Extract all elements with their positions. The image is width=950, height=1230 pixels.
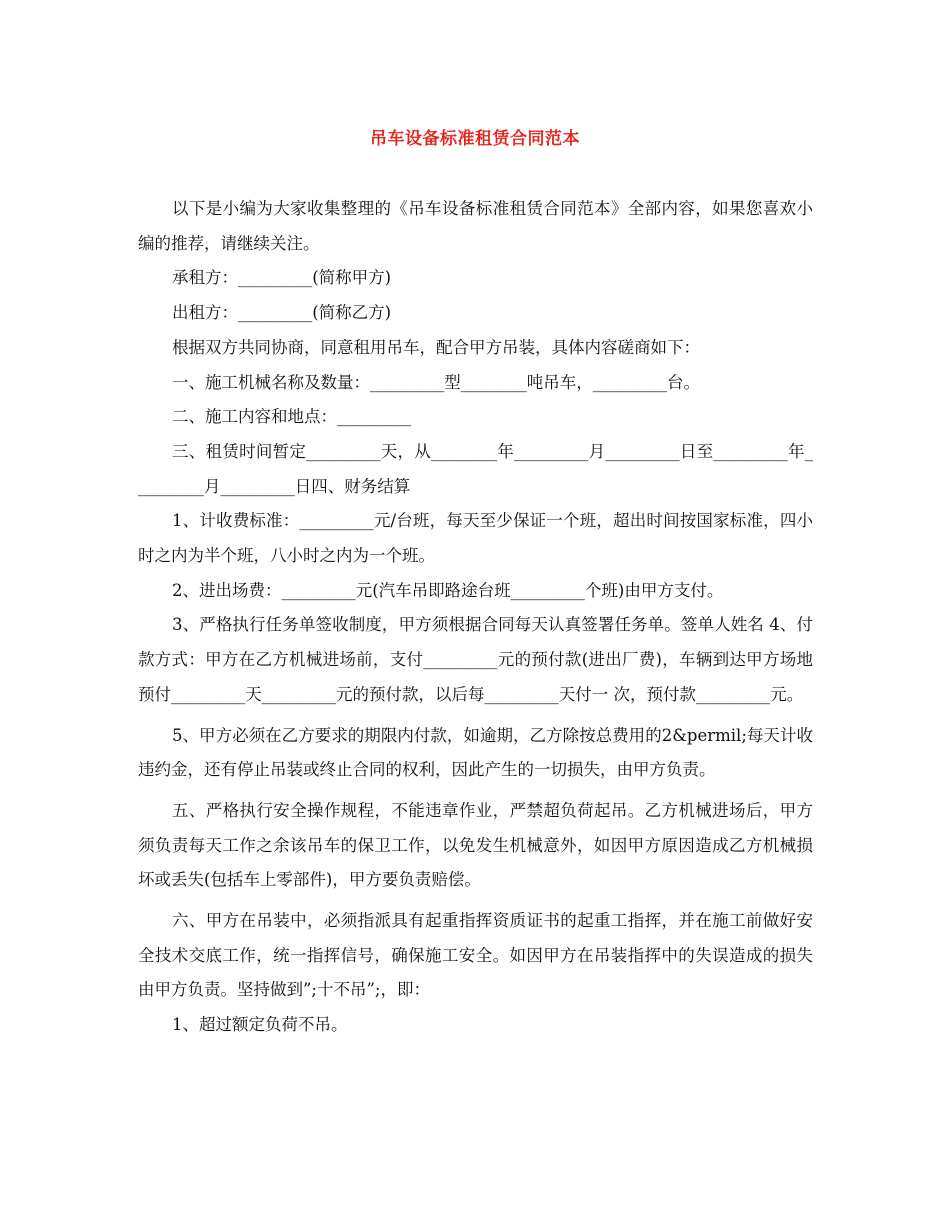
clause-entry-fee: 2、进出场费：_________元(汽车吊即路途台班_________个班)由甲方支付。 bbox=[172, 580, 724, 600]
clause-machinery: 一、施工机械名称及数量：_________型________吨吊车，_________台。 bbox=[172, 372, 700, 392]
clause-location: 二、施工内容和地点：_________ bbox=[172, 407, 412, 427]
agreement-paragraph: 根据双方共同协商，同意租用吊车，配合甲方吊装，具体内容磋商如下： bbox=[172, 337, 700, 357]
lessor-line: 出租方：_________(简称乙方) bbox=[172, 303, 392, 323]
clause-safety: 五、严格执行安全操作规程，不能违章作业，严禁超负荷起吊。乙方机械进场后，甲方须负责每天工作之余该吊车的保卫工作，以免发生机械意外，如因甲方原因造成乙方机械损坏或丢失(包括车上零部件)，甲方要负责赔偿。 bbox=[138, 800, 813, 890]
rule-overload: 1、超过额定负荷不吊。 bbox=[172, 1015, 348, 1035]
intro-paragraph: 以下是小编为大家收集整理的《吊车设备标准租赁合同范本》全部内容，如果您喜欢小编的推荐，请继续关注。 bbox=[138, 199, 813, 253]
clause-task-order: 3、严格执行任务单签收制度，甲方须根据合同每天认真签署任务单。签单人姓名 4、付款方式：甲方在乙方机械进场前，支付_________元的预付款(进出厂费)，车辆到达甲方场地预付_________天_________元的预付款，以后每_________天付一 次，预付款_________元。 bbox=[138, 615, 813, 704]
clause-lease-period: 三、租赁时间暂定_________天，从________年_________月_________日至_________年_________月_________日四、财务结算 bbox=[138, 441, 813, 496]
clause-lifting-command: 六、甲方在吊装中，必须指派具有起重指挥资质证书的起重工指挥，并在施工前做好安全技术交底工作，统一指挥信号，确保施工安全。如因甲方在吊装指挥中的失误造成的损失由甲方负责。坚持做到”;十不吊”;，即： bbox=[138, 911, 813, 1000]
clause-payment-deadline: 5、甲方必须在乙方要求的期限内付款，如逾期，乙方除按总费用的2&permil;每天计收违约金，还有停止吊装或终止合同的权利，因此产生的一切损失，由甲方负责。 bbox=[138, 725, 813, 780]
clause-fee-standard: 1、计收费标准：_________元/台班，每天至少保证一个班，超出时间按国家标准，四小时之内为半个班，八小时之内为一个班。 bbox=[138, 511, 813, 566]
lessee-line: 承租方：_________(简称甲方) bbox=[172, 268, 392, 288]
document-body bbox=[138, 192, 813, 1043]
document-title: 吊车设备标准租赁合同范本 bbox=[370, 129, 580, 149]
